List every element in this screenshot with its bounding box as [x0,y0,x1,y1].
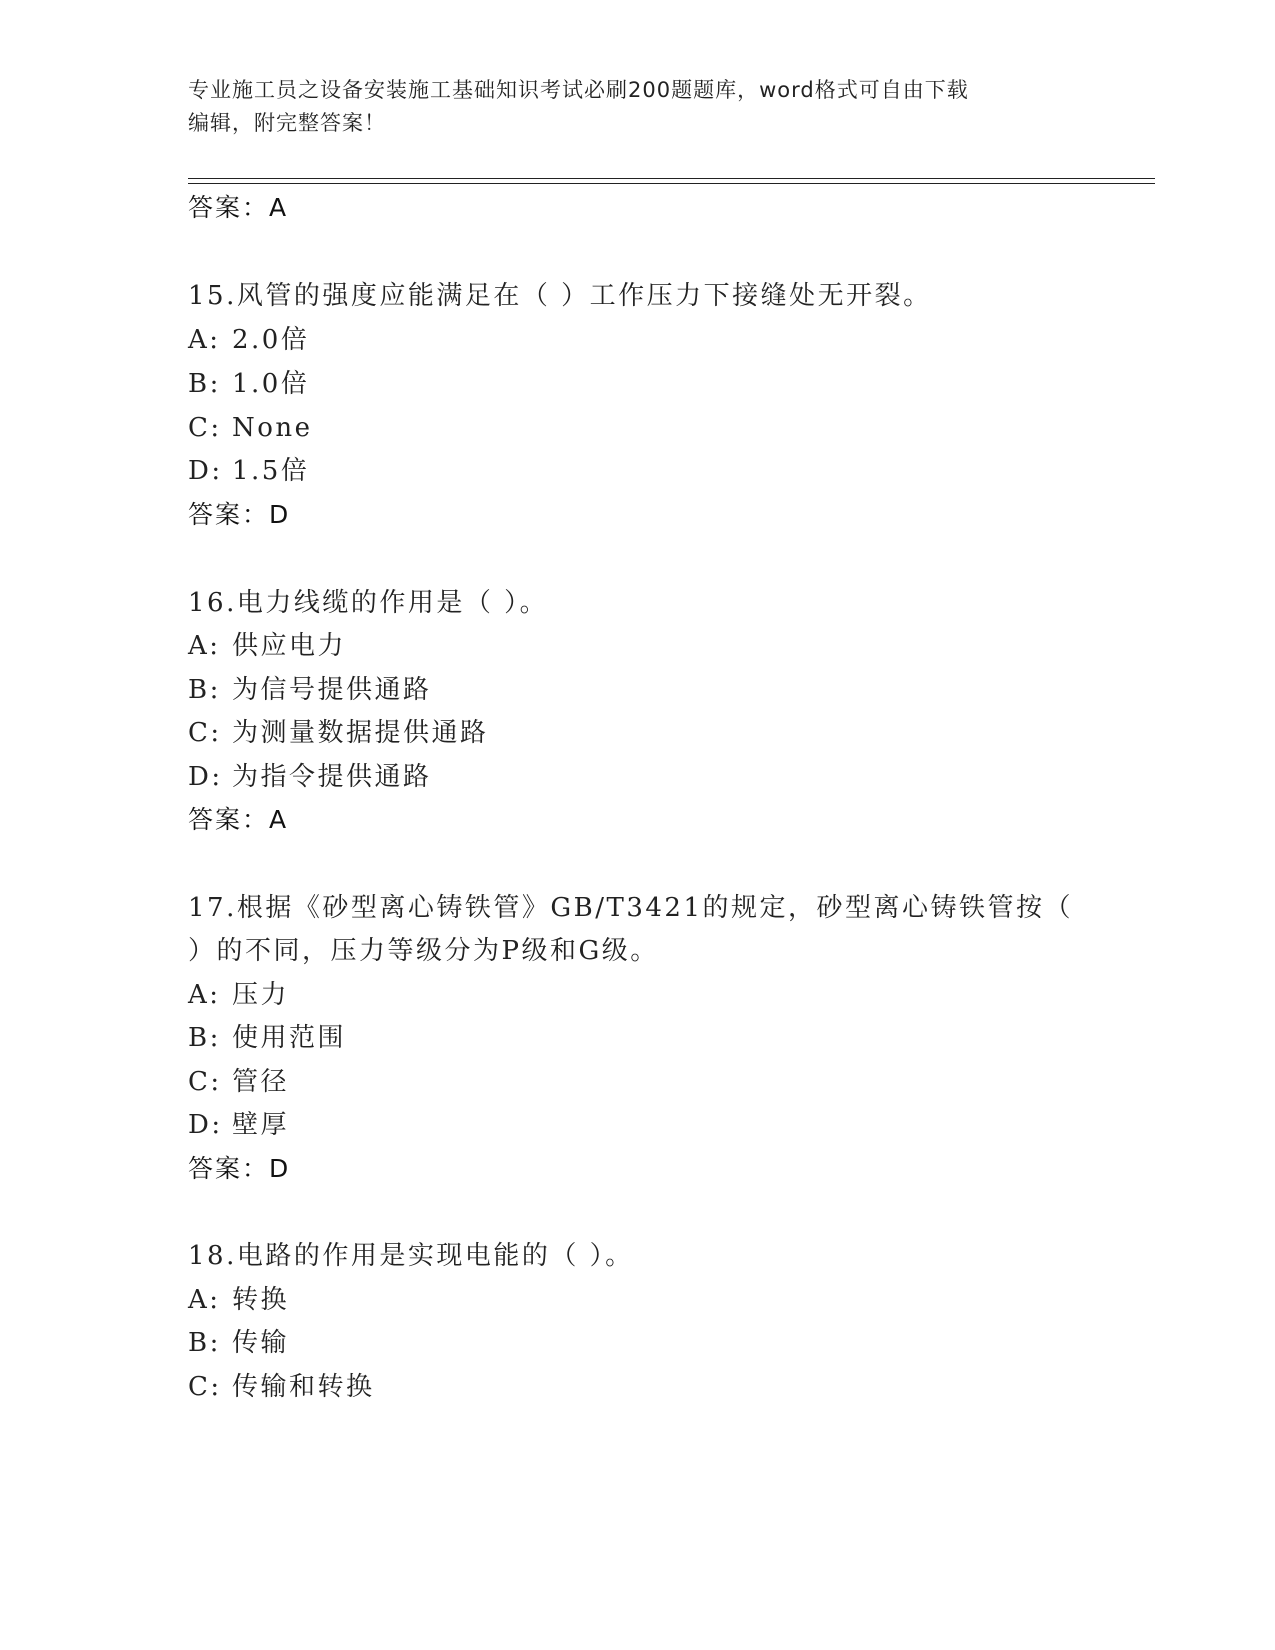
option-letter: D: [188,1110,223,1140]
question-18-option-b [188,1325,289,1361]
option-text: 1.0倍 [232,369,310,399]
option-letter: A: [188,325,221,355]
question-18-option-a [188,1282,289,1318]
option-text: 壁厚 [232,1110,290,1140]
question-16-option-c [188,715,489,751]
option-letter: A: [188,631,221,661]
question-15-answer: 答案：D [188,500,291,529]
question-15-option-b [188,366,309,402]
header-divider-bottom [188,183,1155,184]
question-15-stem: 15.风管的强度应能满足在（ ）工作压力下接缝处无开裂。 [188,281,932,311]
question-17-option-d [188,1107,289,1143]
option-text: 使用范围 [232,1023,347,1053]
option-text: 管径 [232,1067,290,1097]
question-18-stem: 18.电路的作用是实现电能的（ ）。 [188,1241,634,1271]
option-letter: A: [188,1285,221,1315]
option-letter: D: [188,762,223,792]
header-line-1: 专业施工员之设备安装施工基础知识考试必刷200题题库，word格式可自由下载 [188,78,969,102]
option-letter: C: [188,1067,222,1097]
question-16-option-b [188,672,432,708]
document-header [188,74,1088,140]
option-text: 为信号提供通路 [232,675,432,705]
header-line-2: 编辑，附完整答案！ [188,111,386,135]
question-17-stem-line-2: ）的不同，压力等级分为P级和G级。 [188,936,659,966]
question-16-stem: 16.电力线缆的作用是（ ）。 [188,588,549,618]
question-17-stem-line-1: 17.根据《砂型离心铸铁管》GB/T3421的规定，砂型离心铸铁管按（ [188,893,1073,923]
option-letter: C: [188,1372,222,1402]
option-letter: B: [188,1328,221,1358]
question-15-option-a [188,322,309,358]
option-text: 1.5倍 [232,456,310,486]
option-text: 压力 [232,980,290,1010]
question-16-option-d [188,759,432,795]
question-17-option-c [188,1064,289,1100]
option-text: 传输 [232,1328,290,1358]
answer-previous: 答案：A [188,193,289,222]
option-text: 传输和转换 [232,1372,375,1402]
option-text: 为测量数据提供通路 [232,718,489,748]
question-17-answer: 答案：D [188,1154,291,1183]
question-17-option-b [188,1020,346,1056]
question-18-option-c [188,1369,375,1405]
option-text: 2.0倍 [232,325,310,355]
question-16-answer: 答案：A [188,805,289,834]
option-letter: A: [188,980,221,1010]
question-17-option-a [188,977,289,1013]
option-letter: B: [188,1023,221,1053]
option-text: 为指令提供通路 [232,762,432,792]
question-15-option-d [188,453,309,489]
option-letter: C: [188,413,222,443]
question-16-option-a [188,628,346,664]
option-text: 转换 [232,1285,290,1315]
option-text: None [232,413,313,443]
question-15-option-c [188,410,313,446]
option-text: 供应电力 [232,631,347,661]
option-letter: C: [188,718,222,748]
option-letter: B: [188,369,221,399]
header-divider-top [188,178,1155,179]
option-letter: B: [188,675,221,705]
option-letter: D: [188,456,223,486]
